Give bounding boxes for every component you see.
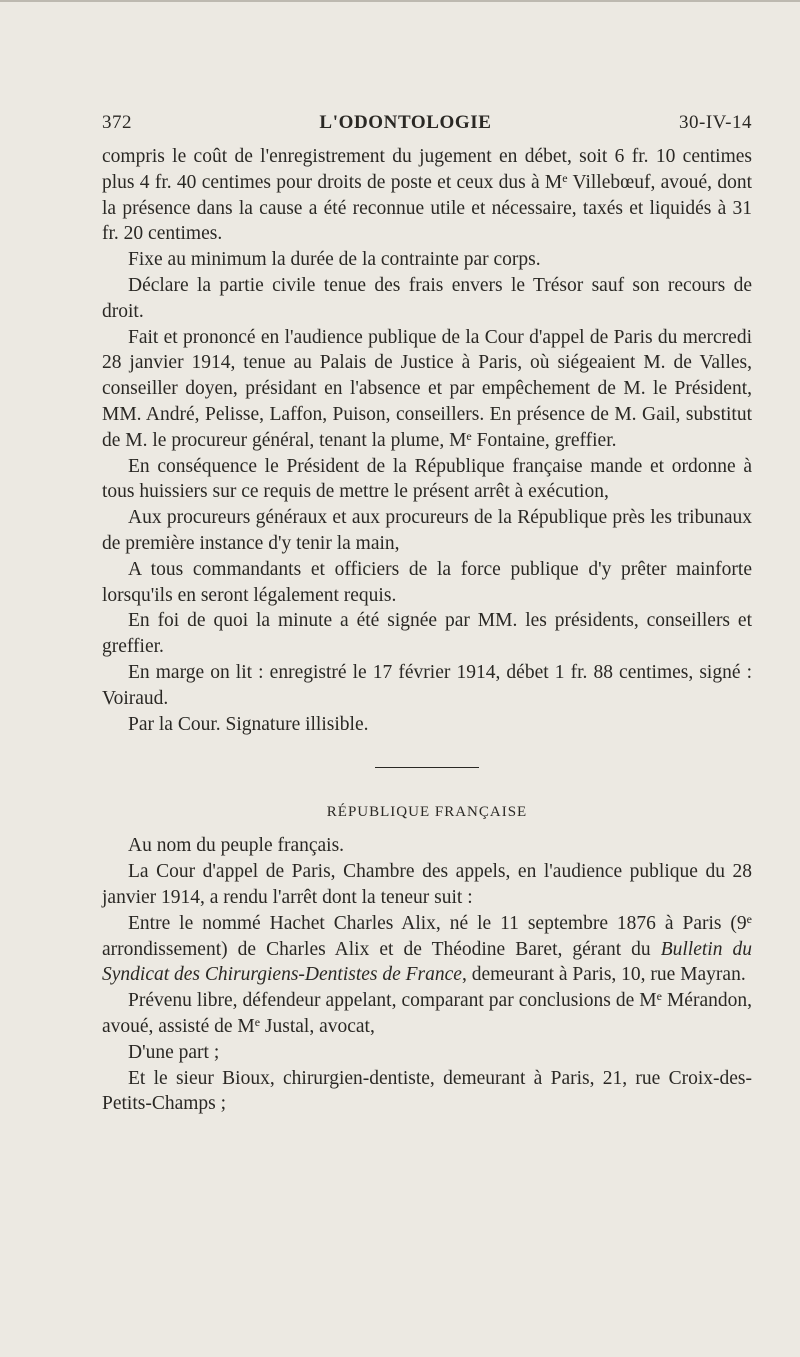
paragraph-p6 — [102, 505, 752, 557]
superscript: e — [254, 1014, 261, 1029]
journal-title: L'ODONTOLOGIE — [319, 112, 492, 133]
paragraph-p13 — [102, 911, 752, 988]
text-run: , demeurant à Paris, 10, rue Mayran. — [461, 964, 746, 986]
text-run: arrondissement) de Charles Alix et de Théodine Baret, gérant du — [102, 938, 661, 960]
running-header — [102, 112, 752, 134]
paragraph-p9 — [102, 660, 752, 712]
body-text-top — [102, 144, 752, 737]
text-run: Prévenu libre, défendeur appelant, comparant par conclusions de M — [128, 990, 657, 1012]
superscript: e — [656, 989, 662, 1004]
text-run: Fixe au minimum la durée de la contrainte par corps. — [128, 249, 541, 271]
paragraph-p12 — [102, 859, 752, 911]
text-run: Entre le nommé Hachet Charles Alix, né le 11 septembre 1876 à Paris (9 — [128, 912, 747, 934]
text-run: Déclare la partie civile tenue des frais envers le Trésor sauf son recours de droit. — [102, 274, 752, 322]
paragraph-p3 — [102, 273, 752, 325]
page-top-edge — [0, 0, 800, 2]
body-text-bottom — [102, 833, 752, 1117]
superscript: e — [746, 911, 752, 926]
text-run: D'une part ; — [128, 1041, 220, 1063]
paragraph-p14 — [102, 988, 752, 1040]
superscript: e — [562, 170, 568, 185]
text-run: Justal, avocat, — [260, 1015, 375, 1037]
text-run: En foi de quoi la minute a été signée par MM. les présidents, conseillers et greffier. — [102, 610, 752, 658]
italic-title: Bulletin du Syndicat des Chirurgiens-Dentistes de France — [102, 938, 752, 986]
paragraph-p2 — [102, 247, 752, 273]
text-run: Villebœuf, avoué, dont la présence dans la cause a été reconnue utile et nécessaire, taxés et liquidés à 31 fr. 20 centimes. — [102, 171, 752, 245]
text-run: compris le coût de l'enregistrement du jugement en débet, soit 6 fr. 10 centimes plus 4 fr. 40 centimes pour droits de poste et ceux dus à M — [102, 146, 752, 193]
text-run: La Cour d'appel de Paris, Chambre des appels, en l'audience publique du 28 janvier 1914, a rendu l'arrêt dont la teneur suit : — [102, 861, 752, 908]
issue-date: 30-IV-14 — [679, 112, 752, 133]
text-run: Fontaine, greffier. — [471, 429, 617, 451]
paragraph-p5 — [102, 454, 752, 506]
section-divider — [375, 767, 479, 768]
document-page — [102, 112, 752, 1117]
text-run: Et le sieur Bioux, chirurgien-dentiste, demeurant à Paris, 21, rue Croix-des-Petits-Champs ; — [102, 1067, 752, 1115]
text-run: Aux procureurs généraux et aux procureurs de la République près les tribunaux de première instance d'y tenir la main, — [102, 507, 752, 554]
page-number: 372 — [102, 112, 132, 133]
text-run: Mérandon, avoué, assisté de M — [102, 990, 752, 1037]
paragraph-p1 — [102, 144, 752, 247]
paragraph-p4 — [102, 325, 752, 454]
paragraph-p16 — [102, 1066, 752, 1118]
text-run: Par la Cour. Signature illisible. — [128, 713, 369, 735]
text-run: Au nom du peuple français. — [128, 835, 345, 857]
paragraph-p7 — [102, 557, 752, 609]
text-run: A tous commandants et officiers de la force publique d'y prêter mainforte lorsqu'ils en seront légalement requis. — [102, 558, 752, 606]
text-run: Fait et prononcé en l'audience publique de la Cour d'appel de Paris du mercredi 28 janvier 1914, tenue au Palais de Justice à Paris, où siégeaient M. de Valles, conseiller doyen, présidant en l'absence et par empêchement de M. le Président, MM. André, Pelisse, Laffon, Puison, conseillers. En présence de M. Gail, substitut de M. le procureur général, tenant la plume, M — [102, 326, 752, 451]
section-title: RÉPUBLIQUE FRANÇAISE — [326, 804, 528, 821]
paragraph-p8 — [102, 608, 752, 660]
text-run: En marge on lit : enregistré le 17 février 1914, débet 1 fr. 88 centimes, signé : Voiraud. — [102, 661, 752, 709]
paragraph-p15 — [102, 1040, 752, 1066]
text-run: En conséquence le Président de la République française mande et ordonne à tous huissiers sur ce requis de mettre le présent arrêt à exécution, — [102, 455, 752, 503]
superscript: e — [466, 428, 472, 443]
paragraph-p11 — [102, 833, 752, 859]
paragraph-p10 — [102, 712, 752, 738]
